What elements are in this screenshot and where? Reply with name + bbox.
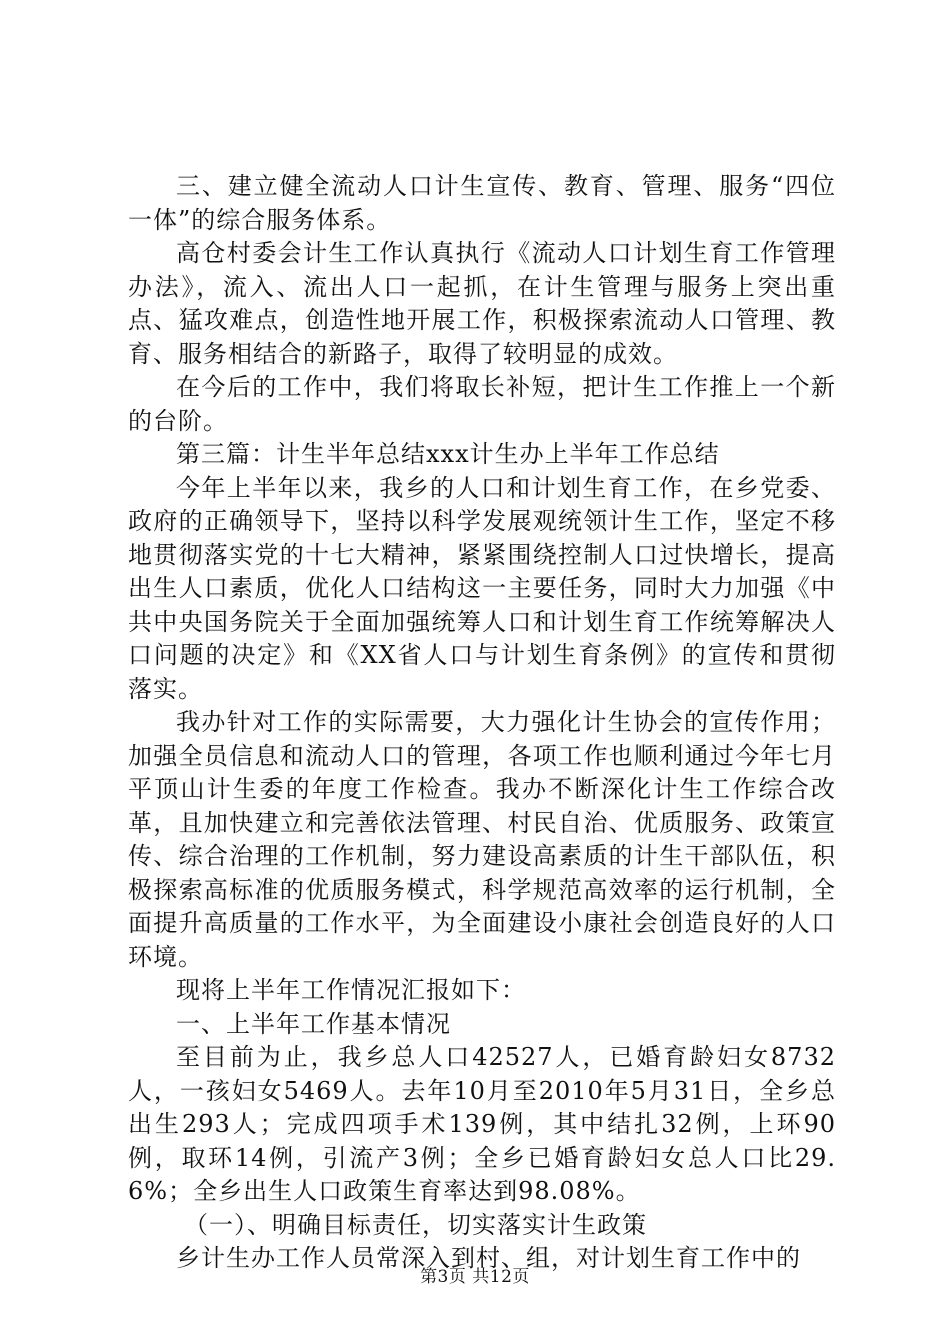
page-number-footer: 第3页 共12页	[420, 1267, 530, 1287]
document-body	[128, 170, 836, 1276]
paragraph-report-intro: 现将上半年工作情况汇报如下：	[176, 976, 526, 1004]
paragraph-statistics: 至目前为止，我乡总人口42527人，已婚育龄妇女8732人，一孩妇女5469人。去年10月至2010年5月31日，全乡总出生293人；完成四项手术139例，其中结扎32例，上环90例，取环14例，引流产3例；全乡已婚育龄妇女总人口比29.6%；全乡出生人口政策生育率达到98.08%。	[128, 1043, 836, 1205]
paragraph-staff-work: 乡计生办工作人员常深入到村、组，对计划生育工作中的	[176, 1244, 801, 1272]
paragraph-office-work: 我办针对工作的实际需要，大力强化计生协会的宣传作用；加强全员信息和流动人口的管理，各项工作也顺利通过今年七月平顶山计生委的年度工作检查。我办不断深化计生工作综合改革，且加快建立和完善依法管理、村民自治、优质服务、政策宣传、综合治理的工作机制，努力建设高素质的计生干部队伍，积极探索高标准的优质服务模式，科学规范高效率的运行机制，全面提升高质量的工作水平，为全面建设小康社会创造良好的人口环境。	[128, 708, 836, 971]
paragraph-part-three-title: 第三篇：计生半年总结xxx计生办上半年工作总结	[176, 440, 720, 468]
paragraph-section-one-heading: 一、上半年工作基本情况	[176, 1009, 451, 1038]
paragraph-section-three-heading: 三、建立健全流动人口计生宣传、教育、管理、服务“四位一体”的综合服务体系。	[128, 172, 836, 234]
paragraph-future-work: 在今后的工作中，我们将取长补短，把计生工作推上一个新的台阶。	[128, 373, 836, 435]
paragraph-first-half-intro: 今年上半年以来，我乡的人口和计划生育工作，在乡党委、政府的正确领导下，坚持以科学发展观统领计生工作，坚定不移地贯彻落实党的十七大精神，紧紧围绕控制人口过快增长，提高出生人口素质，优化人口结构这一主要任务，同时大力加强《中共中央国务院关于全面加强统筹人口和计划生育工作统筹解决人口问题的决定》和《XX省人口与计划生育条例》的宣传和贯彻落实。	[128, 473, 836, 703]
paragraph-subsection-one-heading: （一）、明确目标责任，切实落实计生政策	[184, 1210, 647, 1239]
paragraph-gaocang-village: 高仓村委会计生工作认真执行《流动人口计划生育工作管理办法》，流入、流出人口一起抓，在计生管理与服务上突出重点、猛攻难点，创造性地开展工作，积极探索流动人口管理、教育、服务相结合的新路子，取得了较明显的成效。	[128, 239, 836, 368]
